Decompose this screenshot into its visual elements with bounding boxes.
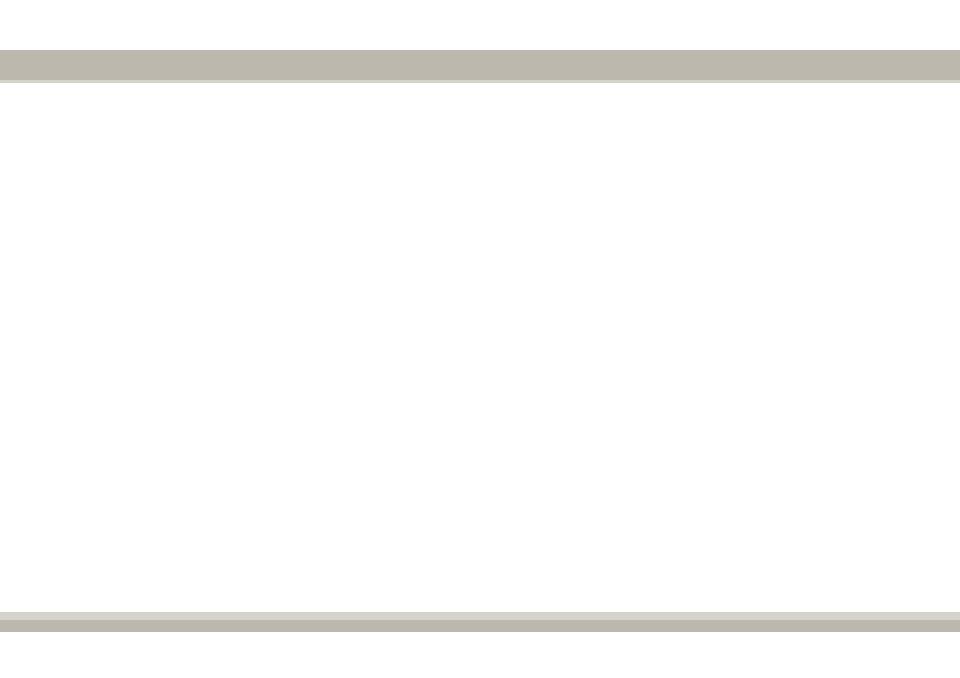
notes-column-1	[55, 356, 323, 364]
header-band	[0, 50, 960, 80]
footer-band	[0, 620, 960, 632]
bottom-margin	[0, 632, 960, 678]
header-rule	[0, 80, 960, 83]
top-margin	[0, 0, 960, 50]
notes-column-2	[340, 356, 603, 364]
footer-rule	[0, 612, 960, 620]
notes-column-3	[622, 356, 890, 364]
